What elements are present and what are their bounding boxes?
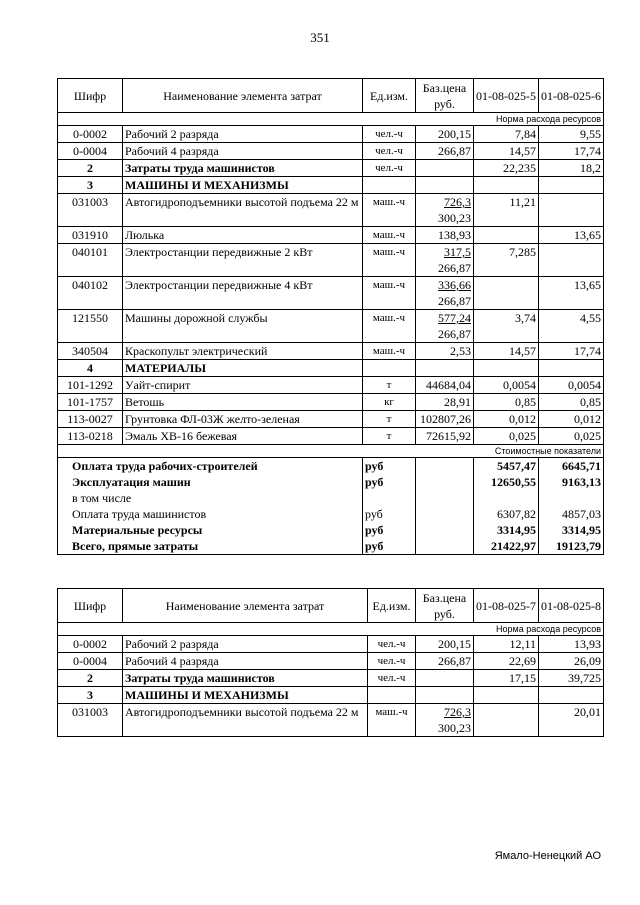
summary-empty xyxy=(416,490,474,506)
table-row xyxy=(58,704,604,737)
row-code: 2 xyxy=(58,670,123,687)
row-code: 0-0002 xyxy=(58,636,123,653)
row-value-b xyxy=(539,194,604,227)
row-price xyxy=(416,360,474,377)
row-code: 031003 xyxy=(58,704,123,737)
summary-unit: руб xyxy=(363,474,416,490)
row-value-b: 0,0054 xyxy=(539,377,604,394)
row-value-a xyxy=(474,177,539,194)
row-code: 3 xyxy=(58,177,123,194)
row-name: МАШИНЫ И МЕХАНИЗМЫ xyxy=(123,177,363,194)
summary-unit: руб xyxy=(363,506,416,522)
summary-value-b: 9163,13 xyxy=(539,474,604,490)
row-code: 040102 xyxy=(58,277,123,310)
row-value-b: 13,65 xyxy=(539,227,604,244)
row-code: 340504 xyxy=(58,343,123,360)
row-name: Люлька xyxy=(123,227,363,244)
resource-table-2 xyxy=(57,588,604,737)
summary-value-a: 5457,47 xyxy=(474,458,539,475)
row-code: 121550 xyxy=(58,310,123,343)
row-name: Эмаль ХВ-16 бежевая xyxy=(123,428,363,445)
row-price: 102807,26 xyxy=(416,411,474,428)
header-code: Шифр xyxy=(58,79,123,113)
row-unit: маш.-ч xyxy=(363,343,416,360)
row-unit: кг xyxy=(363,394,416,411)
row-price: 72615,92 xyxy=(416,428,474,445)
header-name: Наименование элемента затрат xyxy=(123,589,368,623)
row-value-b: 26,09 xyxy=(539,653,604,670)
summary-row xyxy=(58,506,604,522)
resource-table-1 xyxy=(57,78,604,555)
row-price xyxy=(416,177,474,194)
row-value-a xyxy=(474,704,539,737)
row-unit: чел.-ч xyxy=(368,670,416,687)
row-code: 040101 xyxy=(58,244,123,277)
header-col-a: 01-08-025-7 xyxy=(474,589,539,623)
summary-row xyxy=(58,474,604,490)
table-row xyxy=(58,360,604,377)
row-price-extra: 266,87 xyxy=(438,294,471,308)
row-value-a xyxy=(474,360,539,377)
row-price-main: 726,3 xyxy=(444,705,471,719)
header-code: Шифр xyxy=(58,589,123,623)
row-value-b xyxy=(539,360,604,377)
page-number: 351 xyxy=(310,30,330,45)
row-price: 200,15 xyxy=(416,636,474,653)
row-name: Ветошь xyxy=(123,394,363,411)
summary-value-a: 6307,82 xyxy=(474,506,539,522)
summary-value-b xyxy=(539,490,604,506)
row-value-b: 13,65 xyxy=(539,277,604,310)
table-row xyxy=(58,411,604,428)
row-unit: чел.-ч xyxy=(363,160,416,177)
row-code: 0-0002 xyxy=(58,126,123,143)
row-code: 101-1757 xyxy=(58,394,123,411)
summary-name: Эксплуатация машин xyxy=(58,474,363,490)
table-row xyxy=(58,143,604,160)
summary-value-a: 3314,95 xyxy=(474,522,539,538)
row-unit: маш.-ч xyxy=(363,244,416,277)
header-name: Наименование элемента затрат xyxy=(123,79,363,113)
table-row xyxy=(58,343,604,360)
row-name: Электростанции передвижные 4 кВт xyxy=(123,277,363,310)
row-unit: чел.-ч xyxy=(368,653,416,670)
row-value-b: 13,93 xyxy=(539,636,604,653)
row-name: Автогидроподъемники высотой подъема 22 м xyxy=(123,704,368,737)
summary-value-b: 19123,79 xyxy=(539,538,604,555)
row-code: 031003 xyxy=(58,194,123,227)
row-value-b: 0,025 xyxy=(539,428,604,445)
row-value-b xyxy=(539,244,604,277)
table-row xyxy=(58,244,604,277)
row-price xyxy=(416,310,474,343)
row-name: МАШИНЫ И МЕХАНИЗМЫ xyxy=(123,687,368,704)
table-1-body xyxy=(58,126,604,445)
row-code: 4 xyxy=(58,360,123,377)
norm-label-row xyxy=(58,623,604,636)
header-unit: Ед.изм. xyxy=(363,79,416,113)
row-value-a: 22,69 xyxy=(474,653,539,670)
row-unit xyxy=(368,687,416,704)
row-code: 0-0004 xyxy=(58,143,123,160)
row-value-b xyxy=(539,177,604,194)
row-unit xyxy=(363,360,416,377)
summary-name: Оплата труда машинистов xyxy=(58,506,363,522)
norm-label: Норма расхода ресурсов xyxy=(474,113,604,126)
row-value-a: 17,15 xyxy=(474,670,539,687)
row-name: Электростанции передвижные 2 кВт xyxy=(123,244,363,277)
row-value-b: 18,2 xyxy=(539,160,604,177)
summary-value-b: 6645,71 xyxy=(539,458,604,475)
summary-row xyxy=(58,458,604,475)
header-col-a: 01-08-025-5 xyxy=(474,79,539,113)
row-code: 113-0218 xyxy=(58,428,123,445)
row-code: 113-0027 xyxy=(58,411,123,428)
summary-empty xyxy=(416,458,474,475)
row-price: 266,87 xyxy=(416,143,474,160)
cost-label: Стоимостные показатели xyxy=(474,445,604,458)
header-col-b: 01-08-025-6 xyxy=(539,79,604,113)
row-unit: т xyxy=(363,428,416,445)
row-name: Грунтовка ФЛ-03Ж желто-зеленая xyxy=(123,411,363,428)
row-price-main: 577,24 xyxy=(438,311,471,325)
table-row xyxy=(58,377,604,394)
table-row xyxy=(58,160,604,177)
row-code: 031910 xyxy=(58,227,123,244)
row-price xyxy=(416,704,474,737)
row-name: Рабочий 4 разряда xyxy=(123,653,368,670)
cost-label-row xyxy=(58,445,604,458)
summary-row xyxy=(58,490,604,506)
table-row xyxy=(58,394,604,411)
row-price: 28,91 xyxy=(416,394,474,411)
table-header xyxy=(58,589,604,623)
table-row xyxy=(58,194,604,227)
row-value-b: 0,85 xyxy=(539,394,604,411)
row-price-extra: 300,23 xyxy=(438,721,471,735)
row-value-b: 20,01 xyxy=(539,704,604,737)
row-name: Затраты труда машинистов xyxy=(123,160,363,177)
row-price-main: 726,3 xyxy=(444,195,471,209)
header-col-b: 01-08-025-8 xyxy=(539,589,604,623)
row-value-a: 0,012 xyxy=(474,411,539,428)
row-unit: т xyxy=(363,377,416,394)
summary-row xyxy=(58,522,604,538)
row-unit: чел.-ч xyxy=(368,636,416,653)
row-price-extra: 266,87 xyxy=(438,261,471,275)
row-unit: маш.-ч xyxy=(363,227,416,244)
summary-empty xyxy=(416,474,474,490)
summary-value-b: 4857,03 xyxy=(539,506,604,522)
table-row xyxy=(58,636,604,653)
summary-value-b: 3314,95 xyxy=(539,522,604,538)
summary-value-a xyxy=(474,490,539,506)
summary-name: Всего, прямые затраты xyxy=(58,538,363,555)
table-1-summary xyxy=(58,458,604,555)
row-value-a: 3,74 xyxy=(474,310,539,343)
norm-label-row xyxy=(58,113,604,126)
row-price: 138,93 xyxy=(416,227,474,244)
table-2-body xyxy=(58,636,604,737)
row-price xyxy=(416,670,474,687)
header-unit: Ед.изм. xyxy=(368,589,416,623)
row-code: 0-0004 xyxy=(58,653,123,670)
row-price: 200,15 xyxy=(416,126,474,143)
row-name: Машины дорожной службы xyxy=(123,310,363,343)
table-row xyxy=(58,670,604,687)
row-name: МАТЕРИАЛЫ xyxy=(123,360,363,377)
row-unit xyxy=(363,177,416,194)
row-price-extra: 266,87 xyxy=(438,327,471,341)
summary-name: в том числе xyxy=(58,490,363,506)
row-name: Рабочий 2 разряда xyxy=(123,636,368,653)
row-price: 2,53 xyxy=(416,343,474,360)
row-value-a: 0,85 xyxy=(474,394,539,411)
row-code: 2 xyxy=(58,160,123,177)
row-price-extra: 300,23 xyxy=(438,211,471,225)
row-name: Уайт-спирит xyxy=(123,377,363,394)
row-value-a: 22,235 xyxy=(474,160,539,177)
row-name: Рабочий 2 разряда xyxy=(123,126,363,143)
row-name: Краскопульт электрический xyxy=(123,343,363,360)
region-footer: Ямало-Ненецкий АО xyxy=(494,850,601,862)
table-row xyxy=(58,687,604,704)
row-value-a xyxy=(474,687,539,704)
summary-empty xyxy=(416,538,474,555)
summary-name: Оплата труда рабочих-строителей xyxy=(58,458,363,475)
table-row xyxy=(58,310,604,343)
row-name: Автогидроподъемники высотой подъема 22 м xyxy=(123,194,363,227)
row-price xyxy=(416,244,474,277)
table-row xyxy=(58,227,604,244)
row-unit: маш.-ч xyxy=(368,704,416,737)
row-price xyxy=(416,160,474,177)
row-value-b: 0,012 xyxy=(539,411,604,428)
row-value-a: 12,11 xyxy=(474,636,539,653)
summary-row xyxy=(58,538,604,555)
row-price xyxy=(416,194,474,227)
row-value-b: 9,55 xyxy=(539,126,604,143)
row-value-a: 11,21 xyxy=(474,194,539,227)
row-name: Рабочий 4 разряда xyxy=(123,143,363,160)
row-price xyxy=(416,687,474,704)
row-value-a: 0,025 xyxy=(474,428,539,445)
summary-empty xyxy=(416,522,474,538)
row-unit: т xyxy=(363,411,416,428)
table-row xyxy=(58,653,604,670)
row-code: 3 xyxy=(58,687,123,704)
row-name: Затраты труда машинистов xyxy=(123,670,368,687)
summary-unit: руб xyxy=(363,522,416,538)
table-row xyxy=(58,428,604,445)
header-price: Баз.цена руб. xyxy=(416,589,474,623)
summary-unit xyxy=(363,490,416,506)
row-unit: маш.-ч xyxy=(363,194,416,227)
summary-name: Материальные ресурсы xyxy=(58,522,363,538)
row-price xyxy=(416,277,474,310)
row-value-a: 7,84 xyxy=(474,126,539,143)
row-price: 44684,04 xyxy=(416,377,474,394)
row-value-a: 7,285 xyxy=(474,244,539,277)
row-code: 101-1292 xyxy=(58,377,123,394)
row-value-a xyxy=(474,227,539,244)
row-unit: чел.-ч xyxy=(363,143,416,160)
row-unit: чел.-ч xyxy=(363,126,416,143)
summary-value-a: 21422,97 xyxy=(474,538,539,555)
norm-label: Норма расхода ресурсов xyxy=(474,623,604,636)
summary-empty xyxy=(416,506,474,522)
row-value-b: 39,725 xyxy=(539,670,604,687)
row-price: 266,87 xyxy=(416,653,474,670)
row-value-b: 17,74 xyxy=(539,343,604,360)
row-value-b: 17,74 xyxy=(539,143,604,160)
row-unit: маш.-ч xyxy=(363,277,416,310)
table-header xyxy=(58,79,604,113)
table-row xyxy=(58,126,604,143)
row-price-main: 336,66 xyxy=(438,278,471,292)
summary-unit: руб xyxy=(363,538,416,555)
row-value-b: 4,55 xyxy=(539,310,604,343)
row-value-a: 14,57 xyxy=(474,143,539,160)
summary-value-a: 12650,55 xyxy=(474,474,539,490)
row-value-a xyxy=(474,277,539,310)
row-value-a: 0,0054 xyxy=(474,377,539,394)
row-price-main: 317,5 xyxy=(444,245,471,259)
table-row xyxy=(58,177,604,194)
row-value-b xyxy=(539,687,604,704)
row-value-a: 14,57 xyxy=(474,343,539,360)
table-row xyxy=(58,277,604,310)
row-unit: маш.-ч xyxy=(363,310,416,343)
header-price: Баз.цена руб. xyxy=(416,79,474,113)
summary-unit: руб xyxy=(363,458,416,475)
